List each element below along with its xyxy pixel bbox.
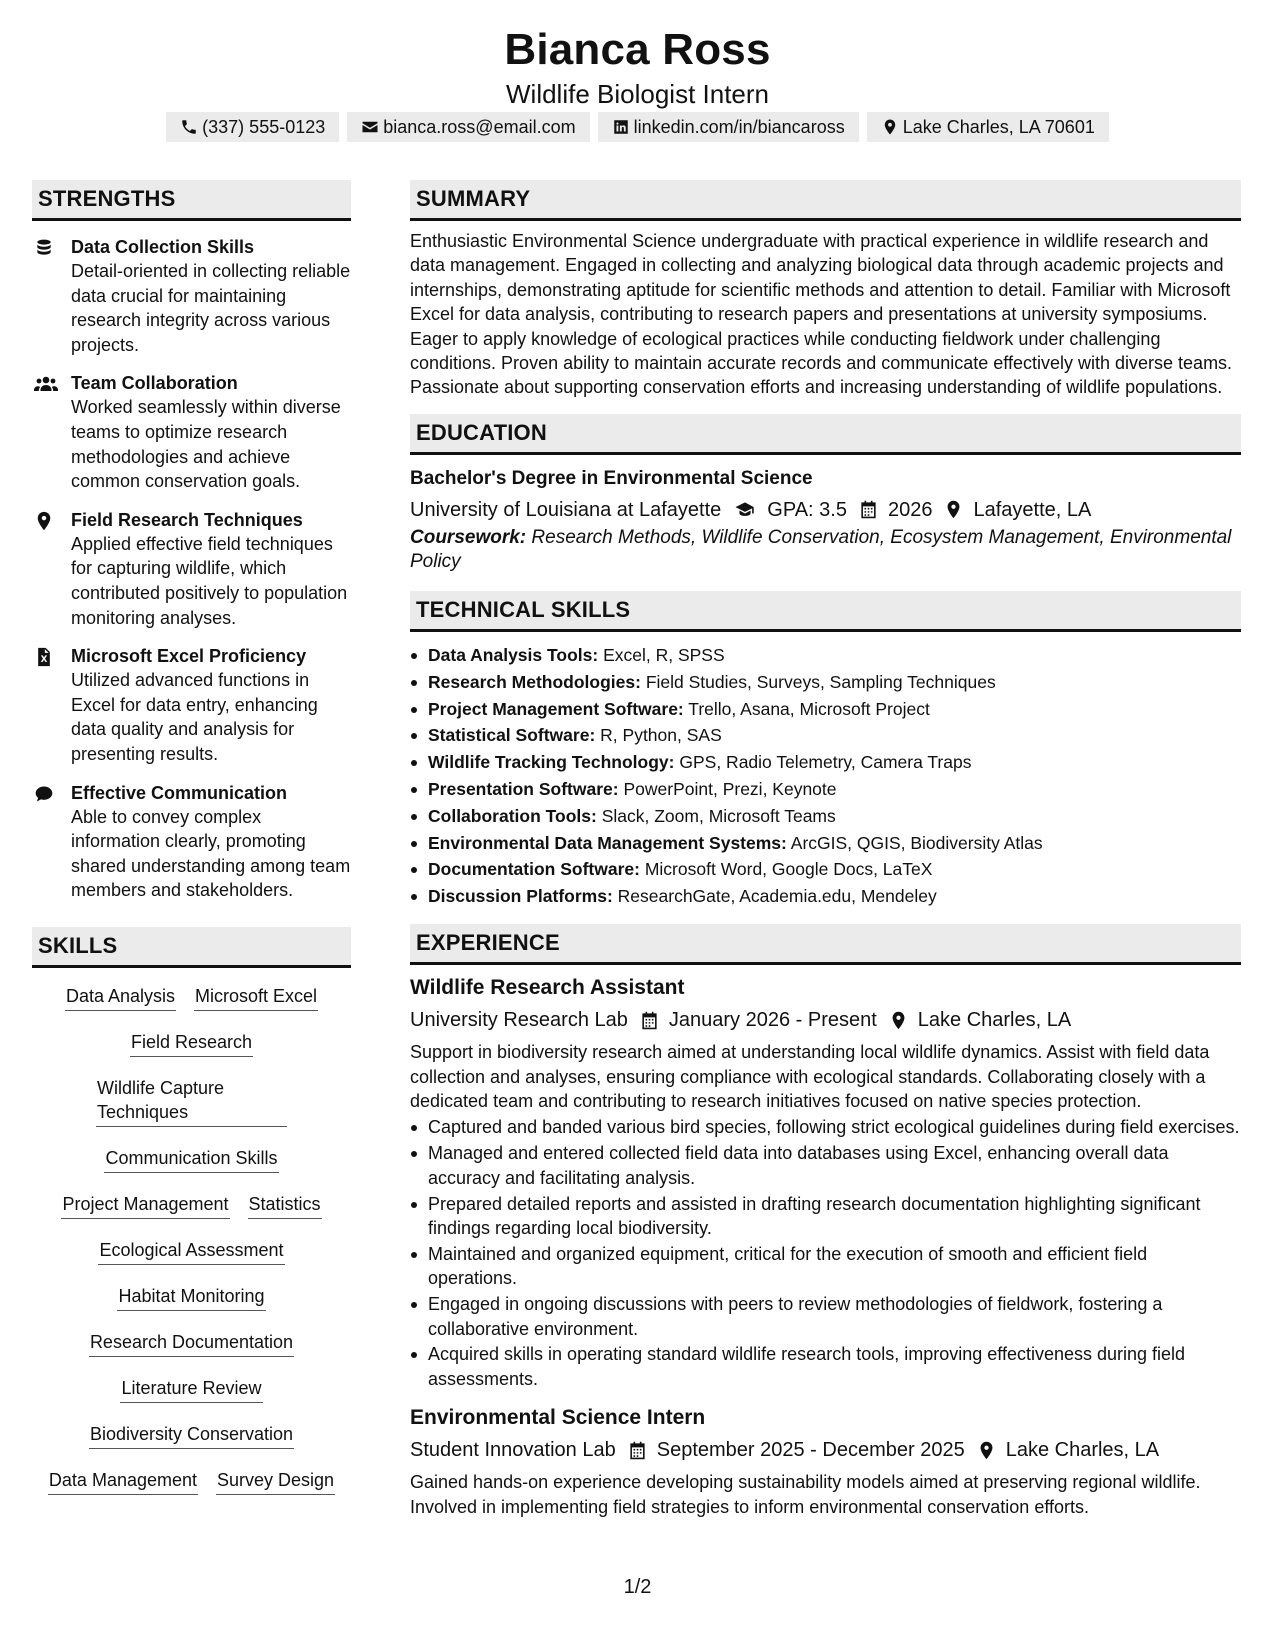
strengths-heading: STRENGTHS (32, 180, 351, 221)
contact-location (867, 112, 1109, 142)
strength-desc: Utilized advanced functions in Excel for data entry, enhancing data quality and analysis for presenting results. (71, 670, 318, 764)
page-number: 1/2 (623, 1576, 652, 1598)
skill-tag: Habitat Monitoring (117, 1282, 265, 1311)
job-title-heading: Wildlife Biologist Intern (506, 79, 769, 109)
contact-phone-text: (337) 555-0123 (202, 116, 326, 137)
calendar-icon (859, 500, 878, 519)
map-pin-icon (977, 1441, 996, 1460)
job-dates: January 2026 - Present (668, 1009, 877, 1031)
job-meta (410, 1436, 1241, 1464)
skill-tag: Wildlife Capture Techniques (96, 1074, 287, 1127)
contact-bar (0, 112, 1275, 142)
list-item: Maintained and organized equipment, critical for the execution of smooth and efficient field operations. (410, 1242, 1241, 1291)
map-pin-icon (34, 511, 54, 531)
strength-item (32, 235, 351, 357)
education-school: University of Louisiana at Lafayette (410, 498, 722, 521)
list-item: Data Analysis Tools: Excel, R, SPSS (410, 642, 1241, 669)
list-item: Research Methodologies: Field Studies, Surveys, Sampling Techniques (410, 669, 1241, 696)
job-description: Gained hands-on experience developing sustainability models aimed at preserving regional wildlife. Involved in implementing field strategies to inform environmental conservation efforts. (410, 1472, 1201, 1517)
strength-item (32, 644, 351, 766)
map-pin-icon (889, 1011, 908, 1030)
list-item: Wildlife Tracking Technology: GPS, Radio Telemetry, Camera Traps (410, 749, 1241, 776)
skill-tag: Communication Skills (104, 1144, 278, 1173)
calendar-icon (640, 1011, 659, 1030)
job-location: Lake Charles, LA (917, 1009, 1072, 1031)
list-item: Engaged in ongoing discussions with peers to review methodologies of fieldwork, fostering a collaborative environment. (410, 1292, 1241, 1341)
calendar-icon (628, 1441, 647, 1460)
list-item: Discussion Platforms: ResearchGate, Academia.edu, Mendeley (410, 883, 1241, 910)
strength-item (32, 371, 351, 493)
list-item: Documentation Software: Microsoft Word, Google Docs, LaTeX (410, 856, 1241, 883)
education-meta (410, 496, 1241, 524)
list-item: Statistical Software: R, Python, SAS (410, 722, 1241, 749)
education-heading: EDUCATION (410, 414, 1241, 455)
job-title: Wildlife Research Assistant (410, 976, 685, 999)
skill-tag: Data Analysis (65, 982, 176, 1011)
strength-title: Team Collaboration (71, 373, 238, 394)
contact-linkedin-text: linkedin.com/in/biancaross (633, 116, 845, 137)
skill-tag: Field Research (130, 1028, 253, 1057)
list-item: Presentation Software: PowerPoint, Prezi, Keynote (410, 776, 1241, 803)
strength-title: Field Research Techniques (71, 509, 303, 530)
job-org: Student Innovation Lab (410, 1439, 616, 1462)
strength-title: Effective Communication (71, 782, 288, 803)
speech-bubble-icon (34, 784, 54, 804)
skills-heading: SKILLS (32, 927, 351, 968)
candidate-name: Bianca Ross (504, 25, 771, 74)
database-icon (34, 238, 54, 258)
job-description: Support in biodiversity research aimed at understanding local wildlife dynamics. Assist with field data collection and analyses, ensuring compliance with ecological standards. Collaborating closely with a dedicated team and contributing to research initiatives focused on native species protection. (410, 1042, 1210, 1112)
education-gpa: GPA: 3.5 (767, 498, 847, 521)
excel-file-icon (34, 647, 54, 667)
list-item: Environmental Data Management Systems: ArcGIS, QGIS, Biodiversity Atlas (410, 830, 1241, 857)
resume-header (0, 22, 1275, 110)
technical-skills-heading: TECHNICAL SKILLS (410, 591, 1241, 632)
phone-icon (180, 118, 198, 136)
list-item: Managed and entered collected field data into databases using Excel, enhancing overall data accuracy and facilitating analysis. (410, 1141, 1241, 1190)
skill-tag: Biodiversity Conservation (89, 1420, 294, 1449)
strength-desc: Applied effective field techniques for capturing wildlife, which contributed positively to population monitoring analyses. (71, 533, 348, 628)
strength-title: Data Collection Skills (71, 237, 255, 257)
skill-tag: Data Management (48, 1466, 198, 1495)
experience-heading: EXPERIENCE (410, 924, 1241, 965)
users-icon (34, 374, 58, 394)
job-location: Lake Charles, LA (1005, 1439, 1160, 1462)
contact-email-text: bianca.ross@email.com (383, 116, 576, 137)
skill-tag: Statistics (248, 1190, 322, 1219)
education-year: 2026 (887, 498, 933, 521)
summary-heading: SUMMARY (410, 180, 1241, 221)
skill-tag: Literature Review (120, 1374, 262, 1403)
job-org: University Research Lab (410, 1009, 628, 1031)
list-item: Acquired skills in operating standard wildlife research tools, improving effectiveness during field assessments. (410, 1342, 1241, 1391)
skill-tag: Microsoft Excel (194, 982, 318, 1011)
map-pin-icon (944, 500, 963, 519)
summary-text: Enthusiastic Environmental Science undergraduate with practical experience in wildlife research and data management. Engaged in collecting and analyzing biological data through academic projects and internships, demonstrating aptitude for scientific methods and attention to detail. Familiar with Microsoft Excel for data analysis, contributing to research papers and presentations at university symposiums. Eager to apply knowledge of ecological practices while conducting fieldwork under challenging conditions. Proven ability to maintain accurate records and communicate effectively with diverse teams. Passionate about supporting conservation efforts and increasing understanding of wildlife populations. (410, 231, 1233, 398)
job-dates: September 2025 - December 2025 (656, 1439, 965, 1462)
strength-item (32, 781, 351, 903)
contact-location-text: Lake Charles, LA 70601 (902, 116, 1095, 137)
linkedin-icon (612, 118, 630, 136)
strength-title: Microsoft Excel Proficiency (71, 646, 307, 667)
strength-desc: Able to convey complex information clearly, promoting shared understanding among team members and stakeholders. (71, 806, 351, 901)
envelope-icon (361, 118, 379, 136)
list-item: Prepared detailed reports and assisted in drafting research documentation highlighting significant findings regarding local biodiversity. (410, 1192, 1241, 1241)
skill-tag: Ecological Assessment (98, 1236, 284, 1265)
education-coursework (410, 526, 1241, 575)
graduation-cap-icon (733, 500, 757, 519)
contact-email[interactable] (347, 112, 589, 142)
contact-phone[interactable] (166, 112, 339, 142)
coursework-list: Research Methods, Wildlife Conservation, Ecosystem Management, Environmental Policy (410, 526, 1232, 573)
job-meta (410, 1006, 1241, 1034)
job-bullets (410, 1115, 1241, 1391)
list-item: Collaboration Tools: Slack, Zoom, Microsoft Teams (410, 803, 1241, 830)
strength-item (32, 508, 351, 630)
list-item: Captured and banded various bird species, following strict ecological guidelines during field exercises. (410, 1115, 1241, 1139)
skill-tag: Survey Design (216, 1466, 335, 1495)
education-degree: Bachelor's Degree in Environmental Science (410, 467, 813, 489)
map-pin-icon (881, 118, 899, 136)
list-item: Project Management Software: Trello, Asana, Microsoft Project (410, 696, 1241, 723)
job-title: Environmental Science Intern (410, 1406, 706, 1430)
education-location: Lafayette, LA (973, 498, 1092, 521)
contact-linkedin[interactable] (598, 112, 859, 142)
strength-desc: Worked seamlessly within diverse teams to optimize research methodologies and achieve common conservation goals. (71, 397, 341, 492)
left-column (32, 180, 351, 1512)
right-column (410, 180, 1241, 1519)
skills-list (32, 982, 351, 1512)
skill-tag: Project Management (61, 1190, 229, 1219)
coursework-label: Coursework: (410, 526, 527, 548)
strength-desc: Detail-oriented in collecting reliable data crucial for maintaining research integrity across various projects. (71, 261, 351, 355)
technical-skills-list (410, 642, 1241, 910)
skill-tag: Research Documentation (89, 1328, 294, 1357)
